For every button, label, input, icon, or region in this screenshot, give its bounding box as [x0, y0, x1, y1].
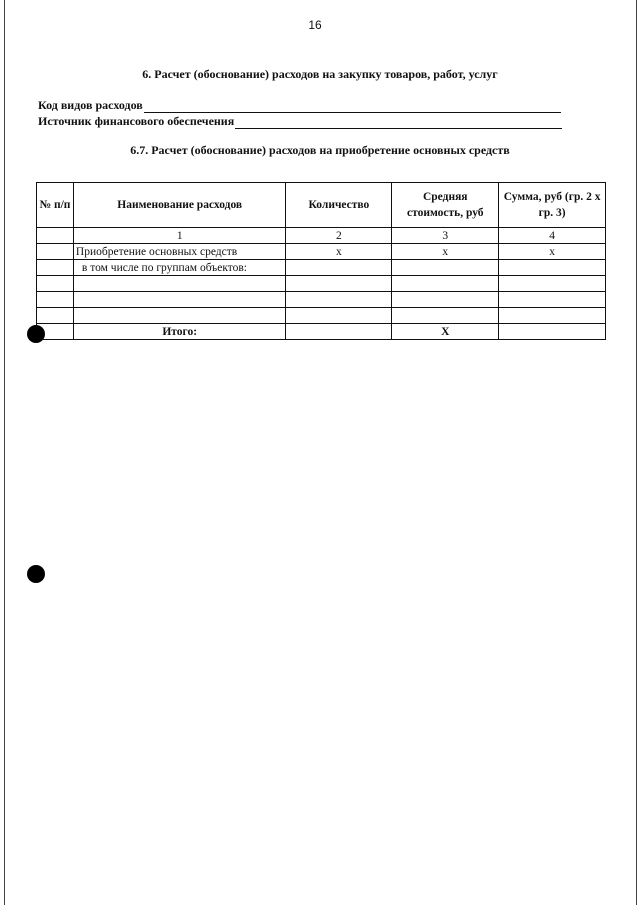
expense-code-label: Код видов расходов	[38, 98, 143, 112]
row-avg-cost: х	[392, 244, 499, 260]
row-name: Приобретение основных средств	[73, 244, 286, 260]
col-number: 3	[392, 228, 499, 244]
punch-hole-mark	[27, 325, 45, 343]
funding-source-field	[38, 114, 562, 129]
fixed-assets-table	[36, 182, 606, 340]
header-avg-cost: Средняя стоимость, руб	[392, 183, 499, 228]
col-number: 2	[286, 228, 392, 244]
header-name: Наименование расходов	[73, 183, 286, 228]
col-number: 1	[73, 228, 286, 244]
header-qty: Количество	[286, 183, 392, 228]
total-label: Итого:	[73, 324, 286, 340]
row-sum: х	[499, 244, 606, 260]
table-row	[37, 292, 606, 308]
total-avg-cost: Х	[392, 324, 499, 340]
expense-code-field	[38, 98, 561, 113]
scan-edge-line	[4, 0, 5, 905]
funding-source-line	[235, 117, 562, 129]
funding-source-label: Источник финансового обеспечения	[38, 114, 235, 128]
header-row	[37, 183, 606, 228]
page-number: 16	[308, 18, 322, 32]
column-number-row	[37, 228, 606, 244]
scan-edge-line	[636, 0, 637, 905]
header-num: № п/п	[37, 183, 74, 228]
table-row	[37, 276, 606, 292]
header-sum: Сумма, руб (гр. 2 х гр. 3)	[499, 183, 606, 228]
expense-code-line	[144, 101, 561, 113]
col-number: 4	[499, 228, 606, 244]
table-row	[37, 244, 606, 260]
total-row	[37, 324, 606, 340]
row-name: в том числе по группам объектов:	[73, 260, 286, 276]
section-6-7-heading: 6.7. Расчет (обоснование) расходов на приобретение основных средств	[130, 143, 510, 157]
row-qty: х	[286, 244, 392, 260]
punch-hole-mark	[27, 565, 45, 583]
table-row	[37, 308, 606, 324]
section-6-heading: 6. Расчет (обоснование) расходов на закупку товаров, работ, услуг	[142, 67, 498, 81]
table-row	[37, 260, 606, 276]
